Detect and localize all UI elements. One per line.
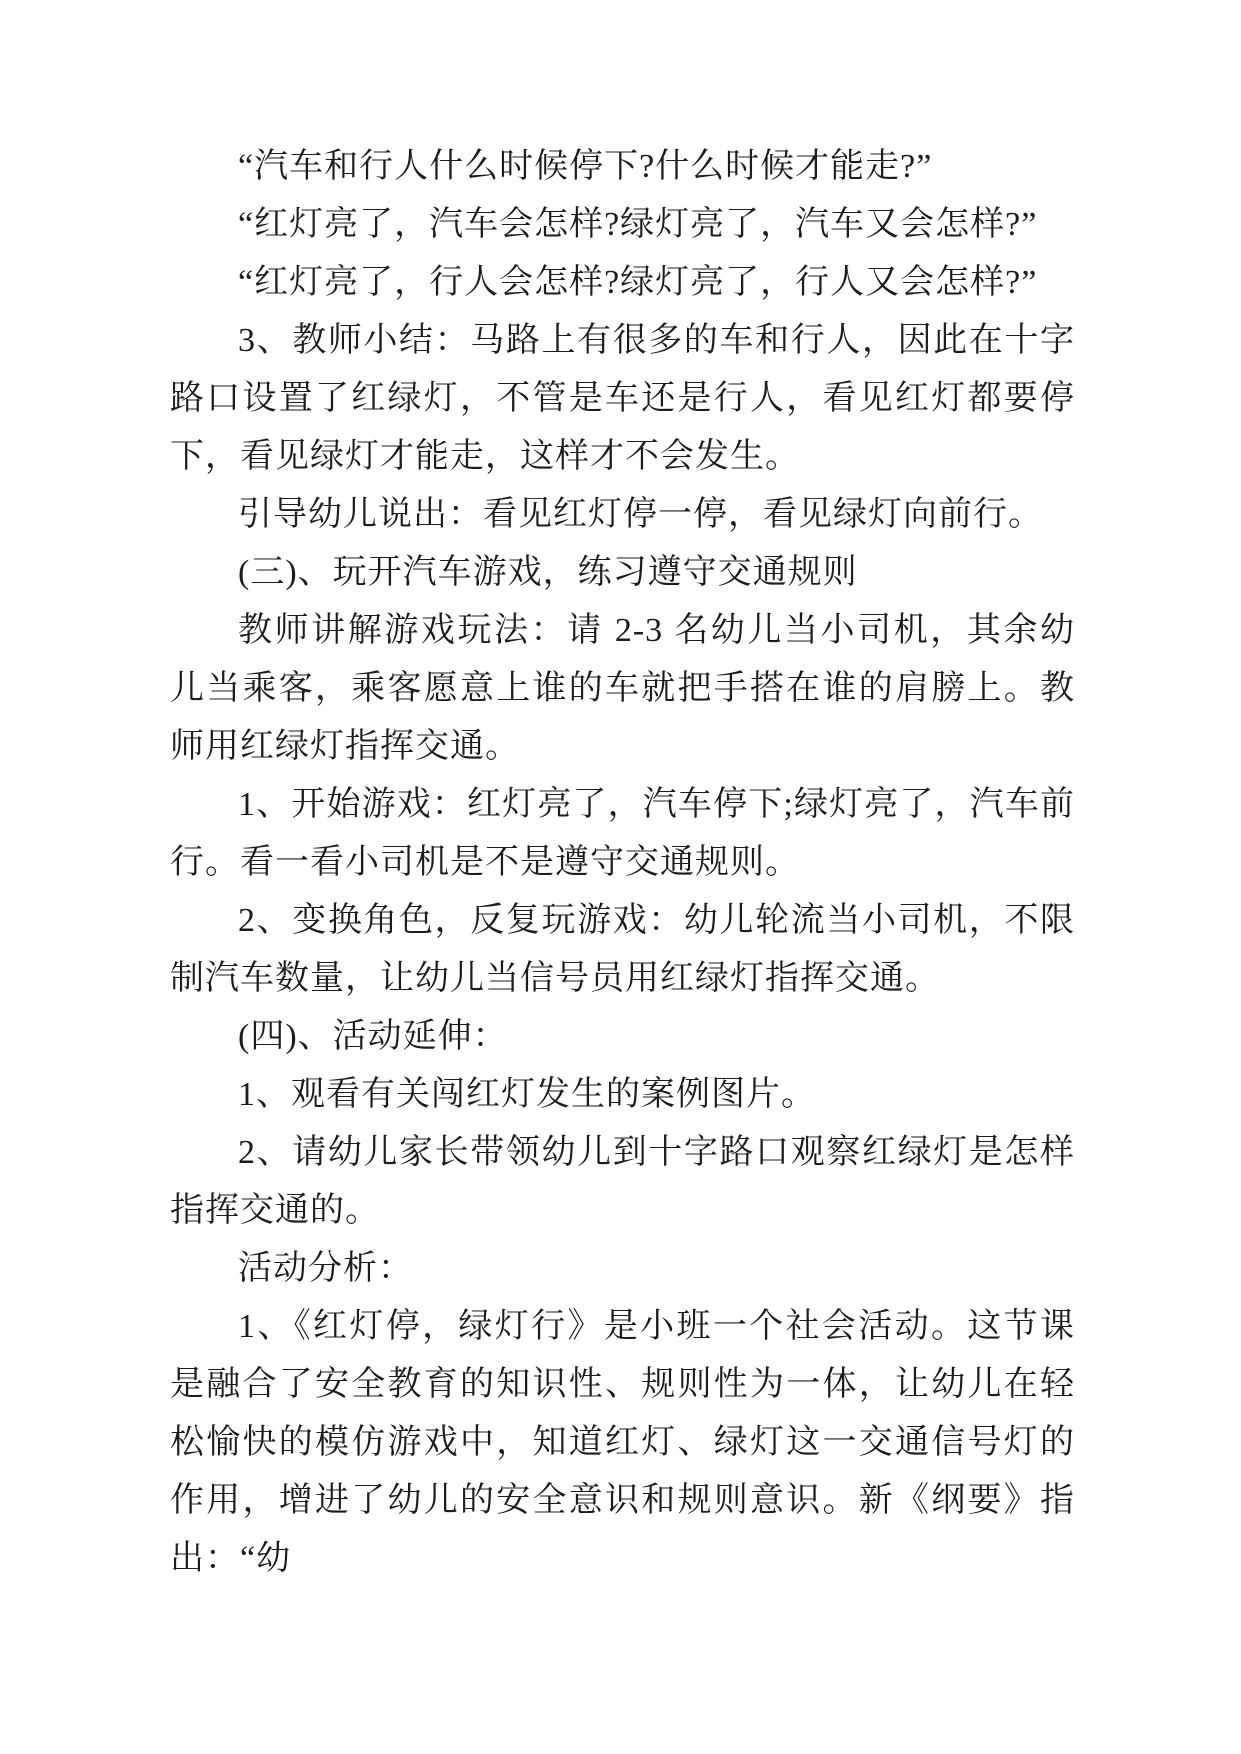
paragraph: 3、教师小结：马路上有很多的车和行人，因此在十字路口设置了红绿灯，不管是车还是行人，看见红灯都要停下，看见绿灯才能走，这样才不会发生。 [170,322,1075,475]
paragraph: 2、请幼儿家长带领幼儿到十字路口观察红绿灯是怎样指挥交通的。 [170,1134,1075,1229]
paragraph: (四)、活动延伸： [238,1018,508,1055]
paragraph: (三)、玩开汽车游戏，练习遵守交通规则 [238,554,858,591]
paragraph: 1、开始游戏：红灯亮了，汽车停下;绿灯亮了，汽车前行。看一看小司机是不是遵守交通规则。 [170,786,1075,881]
paragraph: 1、《红灯停，绿灯行》是小班一个社会活动。这节课是融合了安全教育的知识性、规则性为一体，让幼儿在轻松愉快的模仿游戏中，知道红灯、绿灯这一交通信号灯的作用，增进了幼儿的安全意识和规则意识。新《纲要》指出：“幼 [170,1308,1075,1577]
paragraph: “红灯亮了，行人会怎样?绿灯亮了，行人又会怎样?” [238,264,1038,301]
paragraph: 2、变换角色，反复玩游戏：幼儿轮流当小司机，不限制汽车数量，让幼儿当信号员用红绿灯指挥交通。 [170,902,1075,997]
paragraph: 1、观看有关闯红灯发生的案例图片。 [238,1076,816,1113]
paragraph: 活动分析： [238,1250,413,1287]
paragraph: 引导幼儿说出：看见红灯停一停，看见绿灯向前行。 [238,496,1043,533]
paragraph: “红灯亮了，汽车会怎样?绿灯亮了，汽车又会怎样?” [238,206,1038,243]
paragraph-container [170,138,1075,1588]
paragraph: 教师讲解游戏玩法：请 2-3 名幼儿当小司机，其余幼儿当乘客，乘客愿意上谁的车就把手搭在谁的肩膀上。教师用红绿灯指挥交通。 [170,612,1075,765]
paragraph: “汽车和行人什么时候停下?什么时候才能走?” [238,148,933,185]
